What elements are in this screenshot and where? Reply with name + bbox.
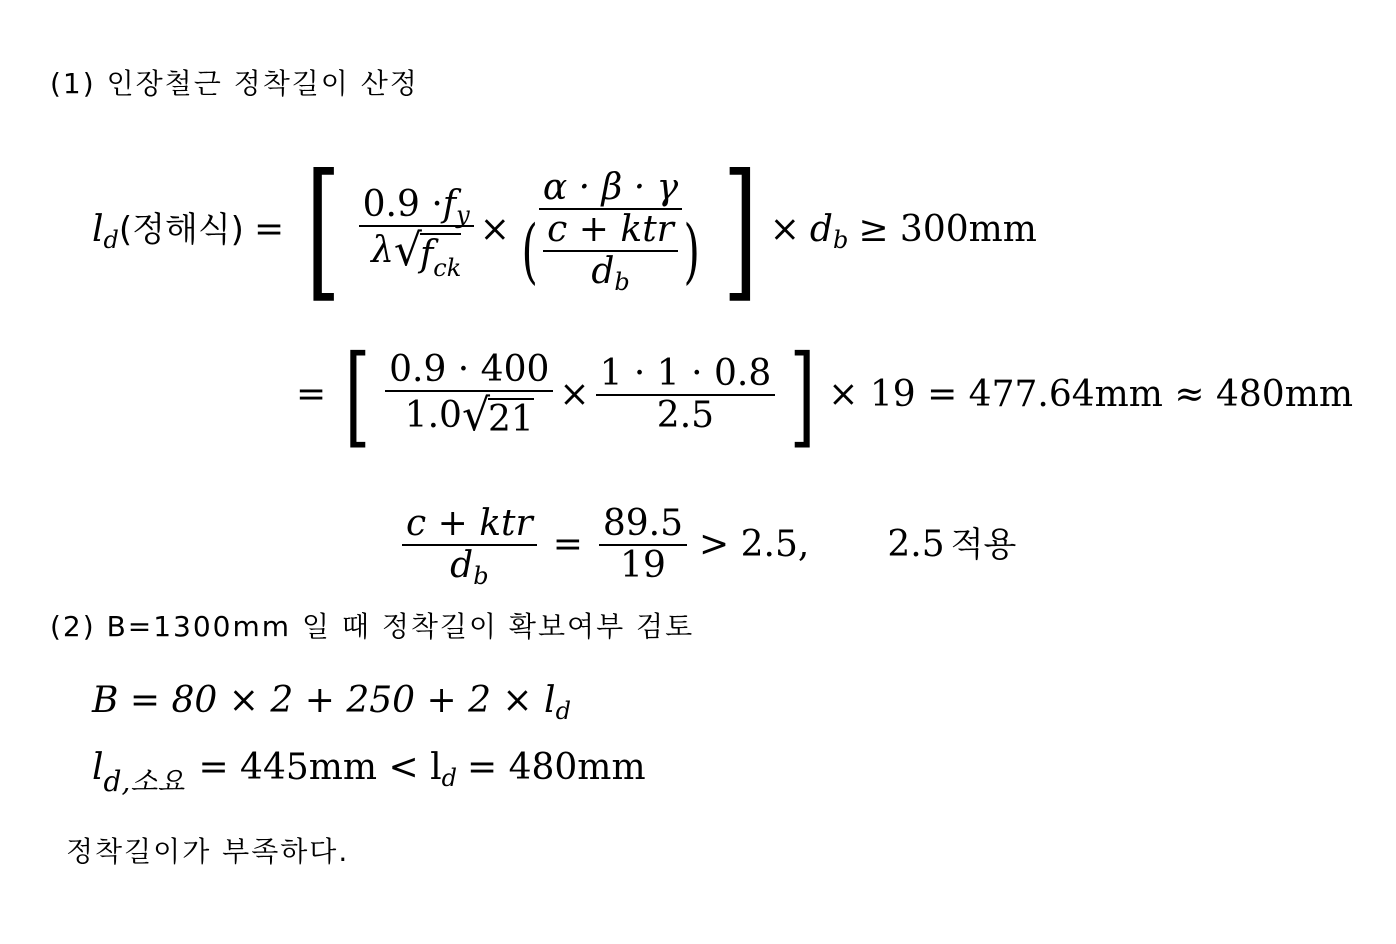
eq3-fraction-2 bbox=[599, 504, 687, 586]
eq1-f1-num-sub: y bbox=[456, 201, 470, 229]
eq3-f-num: 89.5 bbox=[599, 504, 687, 546]
eq1-f1-num-b: f bbox=[442, 184, 457, 225]
eq5-rest: = 445mm < l bbox=[198, 747, 442, 788]
conclusion-text: 정착길이가 부족하다. bbox=[66, 835, 350, 868]
eq1-db: d bbox=[809, 209, 833, 250]
section-heading-2: (2) B=1300mm 일 때 정착길이 확보여부 검토 bbox=[50, 610, 695, 643]
eq2-f2-den: 2.5 bbox=[656, 395, 715, 436]
eq1-equals: = bbox=[253, 209, 285, 250]
eq1-f1-den-root: f bbox=[419, 234, 434, 275]
eq1-fraction-2: α · β · γ ( c + ktr d b ) bbox=[521, 167, 700, 296]
eq1-fraction-1 bbox=[359, 184, 474, 282]
eq4-sub: d bbox=[555, 697, 571, 725]
eq1-f2-num: α · β · γ bbox=[539, 168, 682, 210]
eq2-fraction-1 bbox=[385, 350, 553, 440]
eq3-den: d bbox=[450, 545, 474, 586]
eq3-fraction-1 bbox=[402, 503, 537, 590]
eq2-left-bracket: [ bbox=[344, 330, 371, 459]
eq2-right-bracket: ] bbox=[789, 330, 816, 459]
eq3-num: c + ktr bbox=[402, 504, 537, 546]
eq3-apply-label: 적용 bbox=[950, 525, 1017, 565]
eq1-f2-inner-den: d bbox=[591, 251, 615, 292]
eq5-tail: = 480mm bbox=[466, 747, 646, 788]
eq1-left-bracket: [ bbox=[305, 142, 341, 317]
eq3-apply-val: 2.5 bbox=[887, 524, 945, 565]
eq1-right-bracket: ] bbox=[722, 142, 759, 317]
eq1-f1-den-a: λ bbox=[371, 230, 394, 271]
eq2-f1-den-root: 21 bbox=[487, 399, 534, 440]
eq2-rest: × 19 = 477.64mm ≈ 480mm bbox=[828, 374, 1353, 415]
eq1-f1-num-a: 0.9 · bbox=[362, 184, 443, 225]
eq3-den-sub: b bbox=[473, 562, 489, 590]
eq2-f1-den-a: 1.0 bbox=[404, 395, 462, 436]
eq1-f2-inner-num: c + ktr bbox=[543, 210, 678, 252]
eq1-lhs-label: (정해식) bbox=[118, 210, 244, 250]
eq2-fraction-2 bbox=[596, 354, 776, 436]
eq5-rest-sub: d bbox=[441, 764, 457, 792]
eq2-f1-num: 0.9 · 400 bbox=[385, 350, 553, 392]
eq2-f2-num: 1 · 1 · 0.8 bbox=[596, 354, 776, 396]
eq1-db-sub: b bbox=[832, 226, 849, 254]
equation-development-length-formula bbox=[92, 142, 1037, 317]
eq1-f2-inner-den-sub: b bbox=[614, 268, 630, 296]
equation-substitution bbox=[286, 330, 1353, 459]
eq3-equals: = bbox=[552, 524, 583, 565]
equation-required-length bbox=[92, 740, 646, 796]
eq1-sqrt: √ $f_{ck}$ bbox=[393, 225, 462, 282]
eq1-f1-den-root-sub: ck bbox=[433, 254, 462, 282]
eq3-f-den: 19 bbox=[620, 545, 666, 586]
eq1-relation: ≥ 300mm bbox=[858, 209, 1037, 250]
eq3-rest: > 2.5, bbox=[699, 524, 810, 565]
eq2-sqrt: √ 21 bbox=[461, 390, 534, 441]
eq5-var: l bbox=[92, 747, 104, 788]
eq4-text: B = 80 × 2 + 250 + 2 × l bbox=[92, 680, 556, 721]
equation-width-composition bbox=[92, 676, 571, 726]
eq1-times: × bbox=[479, 209, 510, 250]
eq5-sub: d,소요 bbox=[103, 765, 185, 798]
eq1-after-times: × bbox=[769, 209, 800, 250]
eq1-lhs-sub: d bbox=[103, 226, 119, 254]
eq1-lhs-var: l bbox=[92, 209, 104, 250]
section-heading-1: (1) 인장철근 정착길이 산정 bbox=[50, 67, 419, 100]
eq2-times: × bbox=[559, 374, 590, 415]
equation-ratio-check bbox=[396, 495, 1016, 595]
eq2-equals: = bbox=[296, 374, 327, 415]
